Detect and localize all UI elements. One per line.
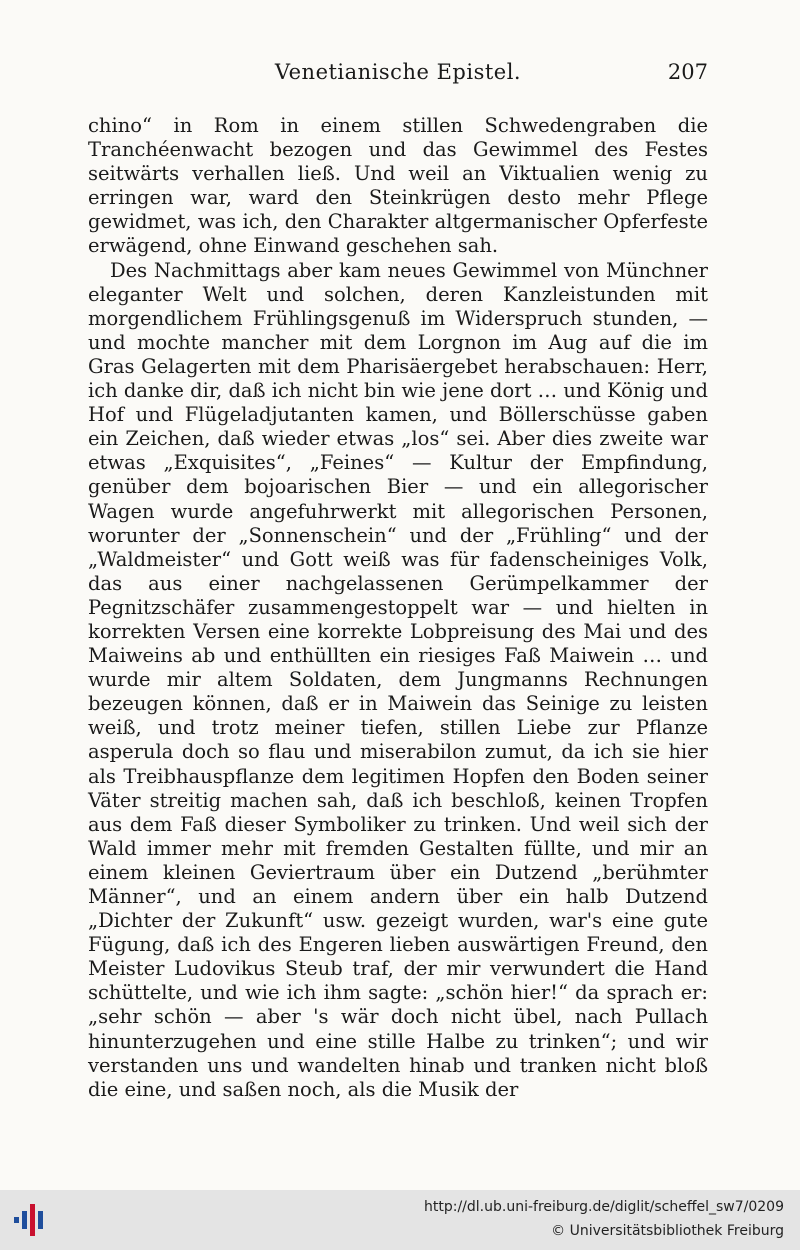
running-title: Venetianische Epistel. xyxy=(274,60,522,84)
viewer-footer xyxy=(0,1190,800,1250)
ub-freiburg-logo-icon[interactable] xyxy=(12,1202,48,1238)
paragraph: chino“ in Rom in einem stillen Schwedengraben die Tranchéenwacht bezogen und das Gewimmel des Festes seitwärts verhallen ließ. Und weil an Viktualien wenig zu erringen war, ward den Steinkrügen desto mehr Pflege gewidmet, was ich, den Charakter altgermanischer Opferfeste erwägend, ohne Einwand geschehen sah. xyxy=(88,114,708,258)
body-text xyxy=(88,114,708,1102)
paragraph: Des Nachmittags aber kam neues Gewimmel von Münchner eleganter Welt und solchen, deren Kanzleistunden mit morgendlichem Frühlingsgenuß im Widerspruch stunden, — und mochte mancher mit dem Lorgnon im Aug auf die im Gras Gelagerten mit dem Pharisäergebet herabschauen: Herr, ich danke dir, daß ich nicht bin wie jene dort … und König und Hof und Flügeladjutanten kamen, und Böllerschüsse gaben ein Zeichen, daß wieder etwas „los“ sei. Aber dies zweite war etwas „Exquisites“, „Feines“ — Kultur der Empfindung, genüber dem bojoarischen Bier — und ein allegorischer Wagen wurde angefuhrwerkt mit allegorischen Personen, worunter der „Sonnenschein“ und der „Frühling“ und der „Waldmeister“ und Gott weiß was für fadenscheiniges Volk, das aus einer nachgelassenen Gerümpelkammer der Pegnitzschäfer zusammengestoppelt war — und hielten in korrekten Versen eine korrekte Lobpreisung des Mai und des Maiweins ab und enthüllten ein riesiges Faß Maiwein … und wurde mir altem Soldaten, dem Jungmanns Rechnungen bezeugen können, daß er in Maiwein das Seinige zu leisten weiß, und trotz meiner tiefen, stillen Liebe zur Pflanze asperula doch so flau und miserabilon zumut, da ich sie hier als Treibhauspflanze dem legitimen Hopfen den Boden seiner Väter streitig machen sah, daß ich beschloß, keinen Tropfen aus dem Faß dieser Symboliker zu trinken. Und weil sich der Wald immer mehr mit fremden Gestalten füllte, und mir an einem kleinen Geviertraum über ein Dutzend „berühmter Männer“, und an einem andern über ein halb Dutzend „Dichter der Zukunft“ usw. gezeigt wurden, war's eine gute Fügung, daß ich des Engeren lieben auswärtigen Freund, den Meister Ludovikus Steub traf, der mir verwundert die Hand schüttelte, und wie ich ihm sagte: „schön hier!“ da sprach er: „sehr schön — aber 's wär doch nicht übel, nach Pullach hinunterzugehen und eine stille Halbe zu trinken“; und wir verstanden uns und wandelten hinab und tranken nicht bloß die eine, und saßen noch, als die Musik der xyxy=(88,258,708,1101)
copyright-notice: © Universitätsbibliothek Freiburg xyxy=(551,1223,784,1239)
page-number: 207 xyxy=(667,60,708,84)
source-url-link[interactable]: http://dl.ub.uni-freiburg.de/diglit/scheffel_sw7/0209 xyxy=(424,1199,784,1215)
page-header xyxy=(88,60,708,96)
